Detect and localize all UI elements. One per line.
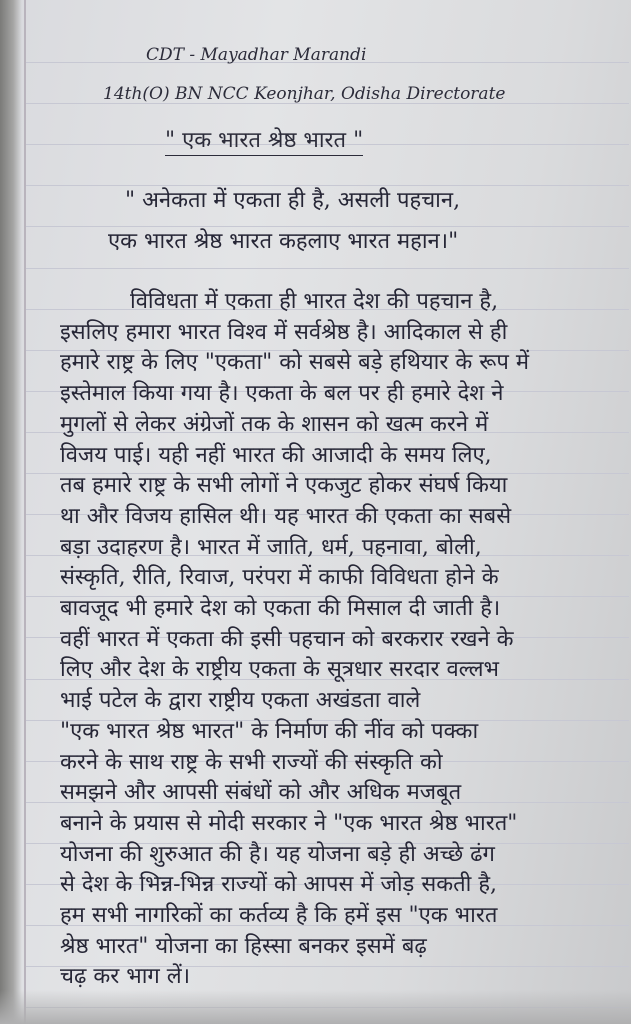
- essay-line-5: मुगलों से लेकर अंग्रेजों तक के शासन को खत्म करने में: [60, 412, 489, 437]
- essay-line-15: "एक भारत श्रेष्ठ भारत" के निर्माण की नींव को पक्का: [60, 719, 479, 744]
- essay-line-20: से देश के भिन्न-भिन्न राज्यों को आपस में जोड़ सकती है,: [60, 872, 497, 897]
- essay-line-10: संस्कृति, रीति, रिवाज, परंपरा में काफी विविधता होने के: [60, 565, 499, 590]
- essay-line-12: वहीं भारत में एकता की इसी पहचान को बरकरार रखने के: [60, 627, 514, 652]
- essay-line-17: समझने और आपसी संबंधों को और अधिक मजबूत: [60, 780, 462, 805]
- essay-title-text: " एक भारत श्रेष्ठ भारत ": [165, 128, 363, 156]
- essay-line-9: बड़ा उदाहरण है। भारत में जाति, धर्म, पहनावा, बोली,: [60, 535, 482, 560]
- essay-line-23: चढ़ कर भाग लें।: [60, 964, 191, 989]
- essay-line-3: हमारे राष्ट्र के लिए "एकता" को सबसे बड़े हथियार के रूप में: [60, 350, 529, 375]
- essay-line-11: बावजूद भी हमारे देश को एकता की मिसाल दी जाती है।: [60, 596, 501, 621]
- page-bottom-shadow: [0, 990, 631, 1024]
- essay-line-7: तब हमारे राष्ट्र के सभी लोगों ने एकजुट होकर संघर्ष किया: [60, 473, 508, 498]
- essay-line-6: विजय पाई। यही नहीं भारत की आजादी के समय लिए,: [60, 443, 492, 468]
- quote-line-1: " अनेकता में एकता ही है, असली पहचान,: [125, 188, 461, 213]
- essay-line-1: विविधता में एकता ही भारत देश की पहचान है,: [130, 289, 499, 314]
- essay-line-16: करने के साथ राष्ट्र के सभी राज्यों की संस्कृति को: [60, 750, 443, 775]
- author-name: CDT - Mayadhar Marandi: [146, 45, 367, 65]
- essay-line-18: बनाने के प्रयास से मोदी सरकार ने "एक भारत श्रेष्ठ भारत": [60, 811, 518, 836]
- essay-line-13: लिए और देश के राष्ट्रीय एकता के सूत्रधार सरदार वल्लभ: [60, 657, 499, 682]
- essay-line-21: हम सभी नागरिकों का कर्तव्य है कि हमें इस "एक भारत: [60, 903, 498, 928]
- essay-line-22: श्रेष्ठ भारत" योजना का हिस्सा बनकर इसमें बढ़: [60, 934, 427, 959]
- essay-line-14: भाई पटेल के द्वारा राष्ट्रीय एकता अखंडता वाले: [60, 688, 421, 713]
- essay-line-4: इस्तेमाल किया गया है। एकता के बल पर ही हमारे देश ने: [60, 381, 504, 406]
- quote-line-2: एक भारत श्रेष्ठ भारत कहलाए भारत महान।": [108, 229, 459, 254]
- essay-line-8: था और विजय हासिल थी। यह भारत की एकता का सबसे: [60, 504, 512, 529]
- unit-name: 14th(O) BN NCC Keonjhar, Odisha Directorate: [103, 84, 506, 104]
- essay-line-19: योजना की शुरुआत की है। यह योजना बड़े ही अच्छे ढंग: [60, 842, 495, 867]
- essay-line-2: इसलिए हमारा भारत विश्व में सर्वश्रेष्ठ है। आदिकाल से ही: [60, 320, 508, 345]
